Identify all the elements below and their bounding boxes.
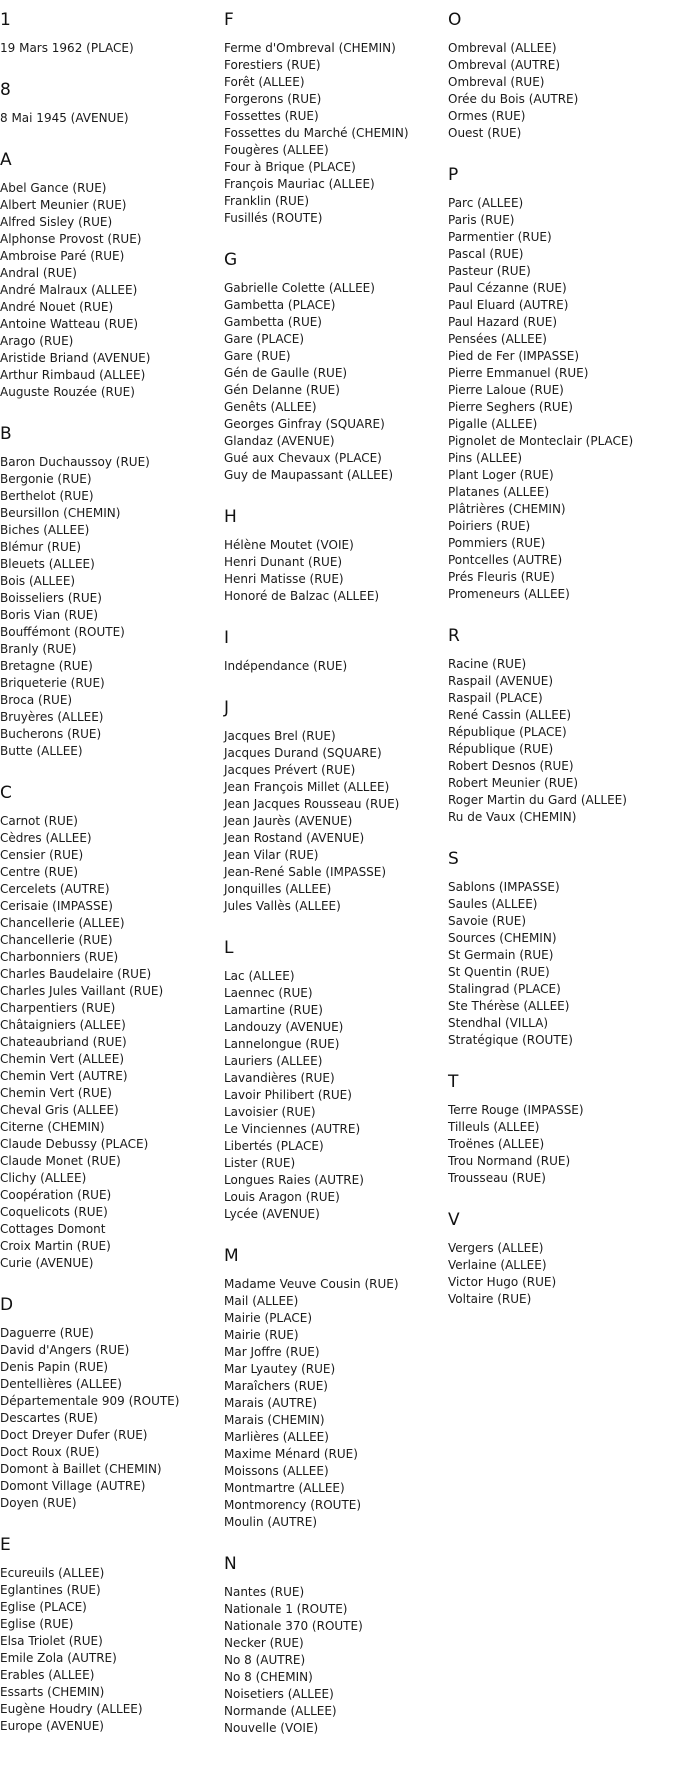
street-entry: Lavandières (RUE) bbox=[224, 1071, 335, 1085]
street-entry: Terre Rouge (IMPASSE) bbox=[448, 1103, 584, 1117]
street-entry: Pierre Emmanuel (RUE) bbox=[448, 366, 589, 380]
street-entry: Alphonse Provost (RUE) bbox=[0, 232, 142, 246]
street-entry: Pascal (RUE) bbox=[448, 247, 524, 261]
street-entry: Alfred Sisley (RUE) bbox=[0, 215, 113, 229]
street-entry: Bucherons (RUE) bbox=[0, 727, 102, 741]
street-entry: Jonquilles (ALLEE) bbox=[224, 882, 332, 896]
street-entry: Europe (AVENUE) bbox=[0, 1719, 104, 1733]
section-heading: L bbox=[224, 938, 234, 958]
street-entry: Maraîchers (RUE) bbox=[224, 1379, 328, 1393]
street-entry: Bouffémont (ROUTE) bbox=[0, 625, 125, 639]
street-entry: Broca (RUE) bbox=[0, 693, 73, 707]
street-entry: Bruyères (ALLEE) bbox=[0, 710, 104, 724]
street-entry: Laennec (RUE) bbox=[224, 986, 313, 1000]
street-entry: Stalingrad (PLACE) bbox=[448, 982, 561, 996]
street-entry: Chemin Vert (RUE) bbox=[0, 1086, 112, 1100]
street-entry: Jean Jacques Rousseau (RUE) bbox=[224, 797, 400, 811]
street-entry: Gén de Gaulle (RUE) bbox=[224, 366, 348, 380]
letter-section bbox=[224, 938, 446, 1223]
street-entry: St Quentin (RUE) bbox=[448, 965, 550, 979]
street-entry: Normande (ALLEE) bbox=[224, 1704, 337, 1718]
street-entry: Promeneurs (ALLEE) bbox=[448, 587, 570, 601]
street-entry: Jean Rostand (AVENUE) bbox=[224, 831, 365, 845]
street-entry: Croix Martin (RUE) bbox=[0, 1239, 111, 1253]
street-column-1 bbox=[0, 10, 222, 1758]
street-entry: Sources (CHEMIN) bbox=[448, 931, 557, 945]
section-heading: M bbox=[224, 1246, 239, 1266]
street-entry: Henri Matisse (RUE) bbox=[224, 572, 344, 586]
letter-section bbox=[0, 783, 222, 1272]
letter-section bbox=[224, 628, 446, 675]
street-entry: Boisseliers (RUE) bbox=[0, 591, 102, 605]
street-entry: Emile Zola (AUTRE) bbox=[0, 1651, 117, 1665]
street-entry: Biches (ALLEE) bbox=[0, 523, 90, 537]
street-entry: Savoie (RUE) bbox=[448, 914, 527, 928]
street-entry: Eglise (PLACE) bbox=[0, 1600, 87, 1614]
street-entry: Parmentier (RUE) bbox=[448, 230, 552, 244]
street-entry: Pommiers (RUE) bbox=[448, 536, 546, 550]
section-heading: I bbox=[224, 628, 230, 648]
street-entry: Briqueterie (RUE) bbox=[0, 676, 105, 690]
street-entry: Claude Debussy (PLACE) bbox=[0, 1137, 149, 1151]
street-entry: Madame Veuve Cousin (RUE) bbox=[224, 1277, 399, 1291]
section-heading: J bbox=[224, 698, 230, 718]
street-entry: Montmartre (ALLEE) bbox=[224, 1481, 345, 1495]
street-entry: Mail (ALLEE) bbox=[224, 1294, 299, 1308]
street-entry: Jacques Brel (RUE) bbox=[224, 729, 336, 743]
street-entry: Fossettes du Marché (CHEMIN) bbox=[224, 126, 409, 140]
section-heading: P bbox=[448, 165, 459, 185]
street-entry: Pierre Laloue (RUE) bbox=[448, 383, 564, 397]
street-entry: Prés Fleuris (RUE) bbox=[448, 570, 555, 584]
street-entry: Nantes (RUE) bbox=[224, 1585, 305, 1599]
street-entry: Berthelot (RUE) bbox=[0, 489, 94, 503]
letter-section bbox=[224, 507, 446, 605]
section-heading: H bbox=[224, 507, 237, 527]
street-entry: Aristide Briand (AVENUE) bbox=[0, 351, 151, 365]
street-entry: Forêt (ALLEE) bbox=[224, 75, 305, 89]
street-entry: Centre (RUE) bbox=[0, 865, 79, 879]
letter-section bbox=[448, 849, 670, 1049]
street-entry: Lac (ALLEE) bbox=[224, 969, 295, 983]
street-entry: Trou Normand (RUE) bbox=[448, 1154, 571, 1168]
street-entry: Pigalle (ALLEE) bbox=[448, 417, 538, 431]
street-entry: Eugène Houdry (ALLEE) bbox=[0, 1702, 143, 1716]
street-entry: Nouvelle (VOIE) bbox=[224, 1721, 319, 1735]
street-entry: Censier (RUE) bbox=[0, 848, 84, 862]
street-entry: Châtaigniers (ALLEE) bbox=[0, 1018, 126, 1032]
street-entry: Ferme d'Ombreval (CHEMIN) bbox=[224, 41, 396, 55]
street-entry: Gué aux Chevaux (PLACE) bbox=[224, 451, 382, 465]
street-entry: Paris (RUE) bbox=[448, 213, 515, 227]
street-column-2 bbox=[224, 10, 446, 1760]
street-entry: Pontcelles (AUTRE) bbox=[448, 553, 563, 567]
street-entry: Boris Vian (RUE) bbox=[0, 608, 99, 622]
street-entry: Forestiers (RUE) bbox=[224, 58, 321, 72]
street-entry: Plant Loger (RUE) bbox=[448, 468, 554, 482]
street-entry: Racine (RUE) bbox=[448, 657, 527, 671]
street-entry: Saules (ALLEE) bbox=[448, 897, 538, 911]
street-entry: Stratégique (ROUTE) bbox=[448, 1033, 573, 1047]
street-entry: René Cassin (ALLEE) bbox=[448, 708, 572, 722]
street-entry: Antoine Watteau (RUE) bbox=[0, 317, 139, 331]
street-entry: No 8 (CHEMIN) bbox=[224, 1670, 313, 1684]
street-entry: Jean Vilar (RUE) bbox=[224, 848, 319, 862]
street-entry: Stendhal (VILLA) bbox=[448, 1016, 549, 1030]
letter-section bbox=[224, 10, 446, 227]
street-entry: Troënes (ALLEE) bbox=[448, 1137, 545, 1151]
street-entry: Pins (ALLEE) bbox=[448, 451, 523, 465]
street-entry: Moulin (AUTRE) bbox=[224, 1515, 317, 1529]
section-heading: 8 bbox=[0, 80, 11, 100]
street-entry: Four à Brique (PLACE) bbox=[224, 160, 356, 174]
letter-section bbox=[224, 250, 446, 484]
street-entry: François Mauriac (ALLEE) bbox=[224, 177, 375, 191]
street-entry: Gare (PLACE) bbox=[224, 332, 305, 346]
street-entry: Libertés (PLACE) bbox=[224, 1139, 324, 1153]
street-entry: Jean-René Sable (IMPASSE) bbox=[224, 865, 387, 879]
street-entry: Nationale 370 (ROUTE) bbox=[224, 1619, 363, 1633]
street-entry: Cercelets (AUTRE) bbox=[0, 882, 110, 896]
section-heading: N bbox=[224, 1554, 237, 1574]
letter-section bbox=[224, 1554, 446, 1737]
letter-section bbox=[448, 1210, 670, 1308]
street-entry: Paul Hazard (RUE) bbox=[448, 315, 558, 329]
street-entry: Marais (CHEMIN) bbox=[224, 1413, 325, 1427]
street-entry: Genêts (ALLEE) bbox=[224, 400, 317, 414]
street-entry: Poiriers (RUE) bbox=[448, 519, 531, 533]
letter-section bbox=[448, 626, 670, 826]
street-entry: Gambetta (PLACE) bbox=[224, 298, 336, 312]
street-entry: Moissons (ALLEE) bbox=[224, 1464, 329, 1478]
street-entry: Paul Cézanne (RUE) bbox=[448, 281, 567, 295]
street-entry: Blémur (RUE) bbox=[0, 540, 82, 554]
street-entry: Gare (RUE) bbox=[224, 349, 291, 363]
letter-section bbox=[448, 165, 670, 603]
street-entry: Lycée (AVENUE) bbox=[224, 1207, 320, 1221]
street-column-3 bbox=[448, 10, 670, 1331]
section-heading: A bbox=[0, 150, 12, 170]
letter-section bbox=[0, 150, 222, 401]
street-entry: République (PLACE) bbox=[448, 725, 567, 739]
letter-section bbox=[448, 10, 670, 142]
street-entry: Georges Ginfray (SQUARE) bbox=[224, 417, 385, 431]
letter-section bbox=[224, 698, 446, 915]
street-entry: Bergonie (RUE) bbox=[0, 472, 92, 486]
street-entry: Jules Vallès (ALLEE) bbox=[224, 899, 341, 913]
street-entry: Raspail (AVENUE) bbox=[448, 674, 554, 688]
street-entry: Necker (RUE) bbox=[224, 1636, 304, 1650]
street-entry: Ste Thérèse (ALLEE) bbox=[448, 999, 570, 1013]
street-entry: Domont à Baillet (CHEMIN) bbox=[0, 1462, 162, 1476]
street-entry: Noisetiers (ALLEE) bbox=[224, 1687, 334, 1701]
street-entry: Paul Eluard (AUTRE) bbox=[448, 298, 569, 312]
street-entry: Henri Dunant (RUE) bbox=[224, 555, 343, 569]
street-entry: Honoré de Balzac (ALLEE) bbox=[224, 589, 380, 603]
street-entry: Nationale 1 (ROUTE) bbox=[224, 1602, 348, 1616]
street-entry: Robert Meunier (RUE) bbox=[448, 776, 579, 790]
street-entry: Longues Raies (AUTRE) bbox=[224, 1173, 364, 1187]
street-entry: Ombreval (AUTRE) bbox=[448, 58, 561, 72]
street-entry: Ecureuils (ALLEE) bbox=[0, 1566, 105, 1580]
street-entry: Charpentiers (RUE) bbox=[0, 1001, 116, 1015]
street-entry: Hélène Moutet (VOIE) bbox=[224, 538, 354, 552]
street-entry: Départementale 909 (ROUTE) bbox=[0, 1394, 180, 1408]
street-entry: Gabrielle Colette (ALLEE) bbox=[224, 281, 375, 295]
street-entry: Domont Village (AUTRE) bbox=[0, 1479, 146, 1493]
street-entry: Maxime Ménard (RUE) bbox=[224, 1447, 358, 1461]
street-entry: Charbonniers (RUE) bbox=[0, 950, 119, 964]
street-entry: Louis Aragon (RUE) bbox=[224, 1190, 340, 1204]
street-entry: Mar Lyautey (RUE) bbox=[224, 1362, 336, 1376]
street-entry: Pensées (ALLEE) bbox=[448, 332, 547, 346]
street-entry: Jacques Durand (SQUARE) bbox=[224, 746, 382, 760]
section-heading: G bbox=[224, 250, 238, 270]
street-entry: Beursillon (CHEMIN) bbox=[0, 506, 121, 520]
street-entry: André Malraux (ALLEE) bbox=[0, 283, 138, 297]
street-entry: Pasteur (RUE) bbox=[448, 264, 531, 278]
street-entry: Charles Baudelaire (RUE) bbox=[0, 967, 152, 981]
street-entry: Lavoir Philibert (RUE) bbox=[224, 1088, 352, 1102]
section-heading: D bbox=[0, 1295, 14, 1315]
street-entry: Pignolet de Monteclair (PLACE) bbox=[448, 434, 634, 448]
street-entry: Coquelicots (RUE) bbox=[0, 1205, 108, 1219]
street-entry: Parc (ALLEE) bbox=[448, 196, 524, 210]
street-entry: Mar Joffre (RUE) bbox=[224, 1345, 320, 1359]
section-heading: F bbox=[224, 10, 234, 30]
street-entry: Fossettes (RUE) bbox=[224, 109, 319, 123]
street-entry: Tilleuls (ALLEE) bbox=[448, 1120, 540, 1134]
street-entry: Abel Gance (RUE) bbox=[0, 181, 107, 195]
street-entry: 8 Mai 1945 (AVENUE) bbox=[0, 111, 129, 125]
street-entry: Forgerons (RUE) bbox=[224, 92, 322, 106]
street-entry: Pierre Seghers (RUE) bbox=[448, 400, 573, 414]
street-entry: Voltaire (RUE) bbox=[448, 1292, 532, 1306]
street-entry: Chateaubriand (RUE) bbox=[0, 1035, 127, 1049]
street-entry: Mairie (PLACE) bbox=[224, 1311, 313, 1325]
street-entry: Fusillés (ROUTE) bbox=[224, 211, 323, 225]
street-entry: Cerisaie (IMPASSE) bbox=[0, 899, 113, 913]
street-entry: Erables (ALLEE) bbox=[0, 1668, 95, 1682]
letter-section bbox=[0, 1295, 222, 1512]
street-entry: No 8 (AUTRE) bbox=[224, 1653, 306, 1667]
street-entry: Ombreval (ALLEE) bbox=[448, 41, 557, 55]
section-heading: V bbox=[448, 1210, 460, 1230]
street-entry: Cheval Gris (ALLEE) bbox=[0, 1103, 119, 1117]
street-entry: Charles Jules Vaillant (RUE) bbox=[0, 984, 164, 998]
section-heading: T bbox=[448, 1072, 459, 1092]
street-entry: André Nouet (RUE) bbox=[0, 300, 114, 314]
section-heading: R bbox=[448, 626, 460, 646]
street-entry: Lannelongue (RUE) bbox=[224, 1037, 340, 1051]
street-entry: Auguste Rouzée (RUE) bbox=[0, 385, 135, 399]
section-heading: S bbox=[448, 849, 459, 869]
street-entry: Coopération (RUE) bbox=[0, 1188, 112, 1202]
street-entry: Lauriers (ALLEE) bbox=[224, 1054, 323, 1068]
street-entry: Butte (ALLEE) bbox=[0, 744, 83, 758]
street-entry: Descartes (RUE) bbox=[0, 1411, 98, 1425]
street-entry: Essarts (CHEMIN) bbox=[0, 1685, 105, 1699]
street-entry: Montmorency (ROUTE) bbox=[224, 1498, 362, 1512]
letter-section bbox=[224, 1246, 446, 1531]
street-entry: David d'Angers (RUE) bbox=[0, 1343, 130, 1357]
street-entry: Verlaine (ALLEE) bbox=[448, 1258, 547, 1272]
street-entry: Cottages Domont bbox=[0, 1222, 106, 1236]
street-entry: Marais (AUTRE) bbox=[224, 1396, 317, 1410]
letter-section bbox=[0, 1535, 222, 1735]
street-entry: Citerne (CHEMIN) bbox=[0, 1120, 105, 1134]
street-entry: Carnot (RUE) bbox=[0, 814, 78, 828]
street-entry: Ormes (RUE) bbox=[448, 109, 526, 123]
street-entry: Ru de Vaux (CHEMIN) bbox=[448, 810, 577, 824]
street-entry: Lavoisier (RUE) bbox=[224, 1105, 316, 1119]
street-entry: Raspail (PLACE) bbox=[448, 691, 543, 705]
street-entry: Doyen (RUE) bbox=[0, 1496, 77, 1510]
street-entry: Gén Delanne (RUE) bbox=[224, 383, 340, 397]
street-entry: Claude Monet (RUE) bbox=[0, 1154, 121, 1168]
street-entry: Fougères (ALLEE) bbox=[224, 143, 329, 157]
street-entry: 19 Mars 1962 (PLACE) bbox=[0, 41, 134, 55]
street-entry: Ambroise Paré (RUE) bbox=[0, 249, 125, 263]
street-entry: Vergers (ALLEE) bbox=[448, 1241, 544, 1255]
street-entry: Gambetta (RUE) bbox=[224, 315, 322, 329]
street-entry: Eglise (RUE) bbox=[0, 1617, 74, 1631]
street-entry: Bleuets (ALLEE) bbox=[0, 557, 95, 571]
street-entry: Indépendance (RUE) bbox=[224, 659, 348, 673]
letter-section bbox=[0, 80, 222, 127]
street-entry: Arago (RUE) bbox=[0, 334, 74, 348]
street-entry: Robert Desnos (RUE) bbox=[448, 759, 574, 773]
street-entry: Jacques Prévert (RUE) bbox=[224, 763, 356, 777]
street-entry: République (RUE) bbox=[448, 742, 554, 756]
street-entry: Plâtrières (CHEMIN) bbox=[448, 502, 566, 516]
street-entry: Elsa Triolet (RUE) bbox=[0, 1634, 103, 1648]
street-entry: St Germain (RUE) bbox=[448, 948, 554, 962]
street-entry: Ombreval (RUE) bbox=[448, 75, 545, 89]
street-entry: Victor Hugo (RUE) bbox=[448, 1275, 557, 1289]
street-entry: Dentellières (ALLEE) bbox=[0, 1377, 122, 1391]
street-entry: Bois (ALLEE) bbox=[0, 574, 76, 588]
street-entry: Orée du Bois (AUTRE) bbox=[448, 92, 579, 106]
street-entry: Chemin Vert (AUTRE) bbox=[0, 1069, 128, 1083]
street-entry: Eglantines (RUE) bbox=[0, 1583, 101, 1597]
street-entry: Lister (RUE) bbox=[224, 1156, 296, 1170]
street-entry: Branly (RUE) bbox=[0, 642, 77, 656]
street-entry: Bretagne (RUE) bbox=[0, 659, 93, 673]
street-entry: Roger Martin du Gard (ALLEE) bbox=[448, 793, 627, 807]
street-entry: Ouest (RUE) bbox=[448, 126, 522, 140]
street-entry: Sablons (IMPASSE) bbox=[448, 880, 560, 894]
letter-section bbox=[448, 1072, 670, 1187]
street-entry: Cèdres (ALLEE) bbox=[0, 831, 92, 845]
street-entry: Curie (AVENUE) bbox=[0, 1256, 94, 1270]
street-entry: Arthur Rimbaud (ALLEE) bbox=[0, 368, 146, 382]
street-entry: Chancellerie (RUE) bbox=[0, 933, 113, 947]
street-entry: Franklin (RUE) bbox=[224, 194, 310, 208]
street-entry: Doct Dreyer Dufer (RUE) bbox=[0, 1428, 148, 1442]
street-entry: Mairie (RUE) bbox=[224, 1328, 299, 1342]
street-entry: Doct Roux (RUE) bbox=[0, 1445, 100, 1459]
street-entry: Baron Duchaussoy (RUE) bbox=[0, 455, 150, 469]
street-entry: Lamartine (RUE) bbox=[224, 1003, 323, 1017]
street-entry: Guy de Maupassant (ALLEE) bbox=[224, 468, 394, 482]
street-entry: Chancellerie (ALLEE) bbox=[0, 916, 125, 930]
street-entry: Clichy (ALLEE) bbox=[0, 1171, 87, 1185]
letter-section bbox=[0, 424, 222, 760]
street-entry: Jean François Millet (ALLEE) bbox=[224, 780, 390, 794]
street-entry: Trousseau (RUE) bbox=[448, 1171, 546, 1185]
street-entry: Daguerre (RUE) bbox=[0, 1326, 94, 1340]
street-entry: Glandaz (AVENUE) bbox=[224, 434, 335, 448]
street-entry: Pied de Fer (IMPASSE) bbox=[448, 349, 580, 363]
section-heading: E bbox=[0, 1535, 11, 1555]
section-heading: 1 bbox=[0, 10, 11, 30]
section-heading: C bbox=[0, 783, 12, 803]
street-entry: Denis Papin (RUE) bbox=[0, 1360, 109, 1374]
street-entry: Chemin Vert (ALLEE) bbox=[0, 1052, 125, 1066]
street-entry: Landouzy (AVENUE) bbox=[224, 1020, 344, 1034]
street-entry: Andral (RUE) bbox=[0, 266, 77, 280]
street-entry: Platanes (ALLEE) bbox=[448, 485, 550, 499]
letter-section bbox=[0, 10, 222, 57]
section-heading: B bbox=[0, 424, 12, 444]
street-entry: Jean Jaurès (AVENUE) bbox=[224, 814, 353, 828]
street-entry: Marlières (ALLEE) bbox=[224, 1430, 329, 1444]
street-entry: Albert Meunier (RUE) bbox=[0, 198, 127, 212]
street-entry: Le Vinciennes (AUTRE) bbox=[224, 1122, 361, 1136]
section-heading: O bbox=[448, 10, 462, 30]
